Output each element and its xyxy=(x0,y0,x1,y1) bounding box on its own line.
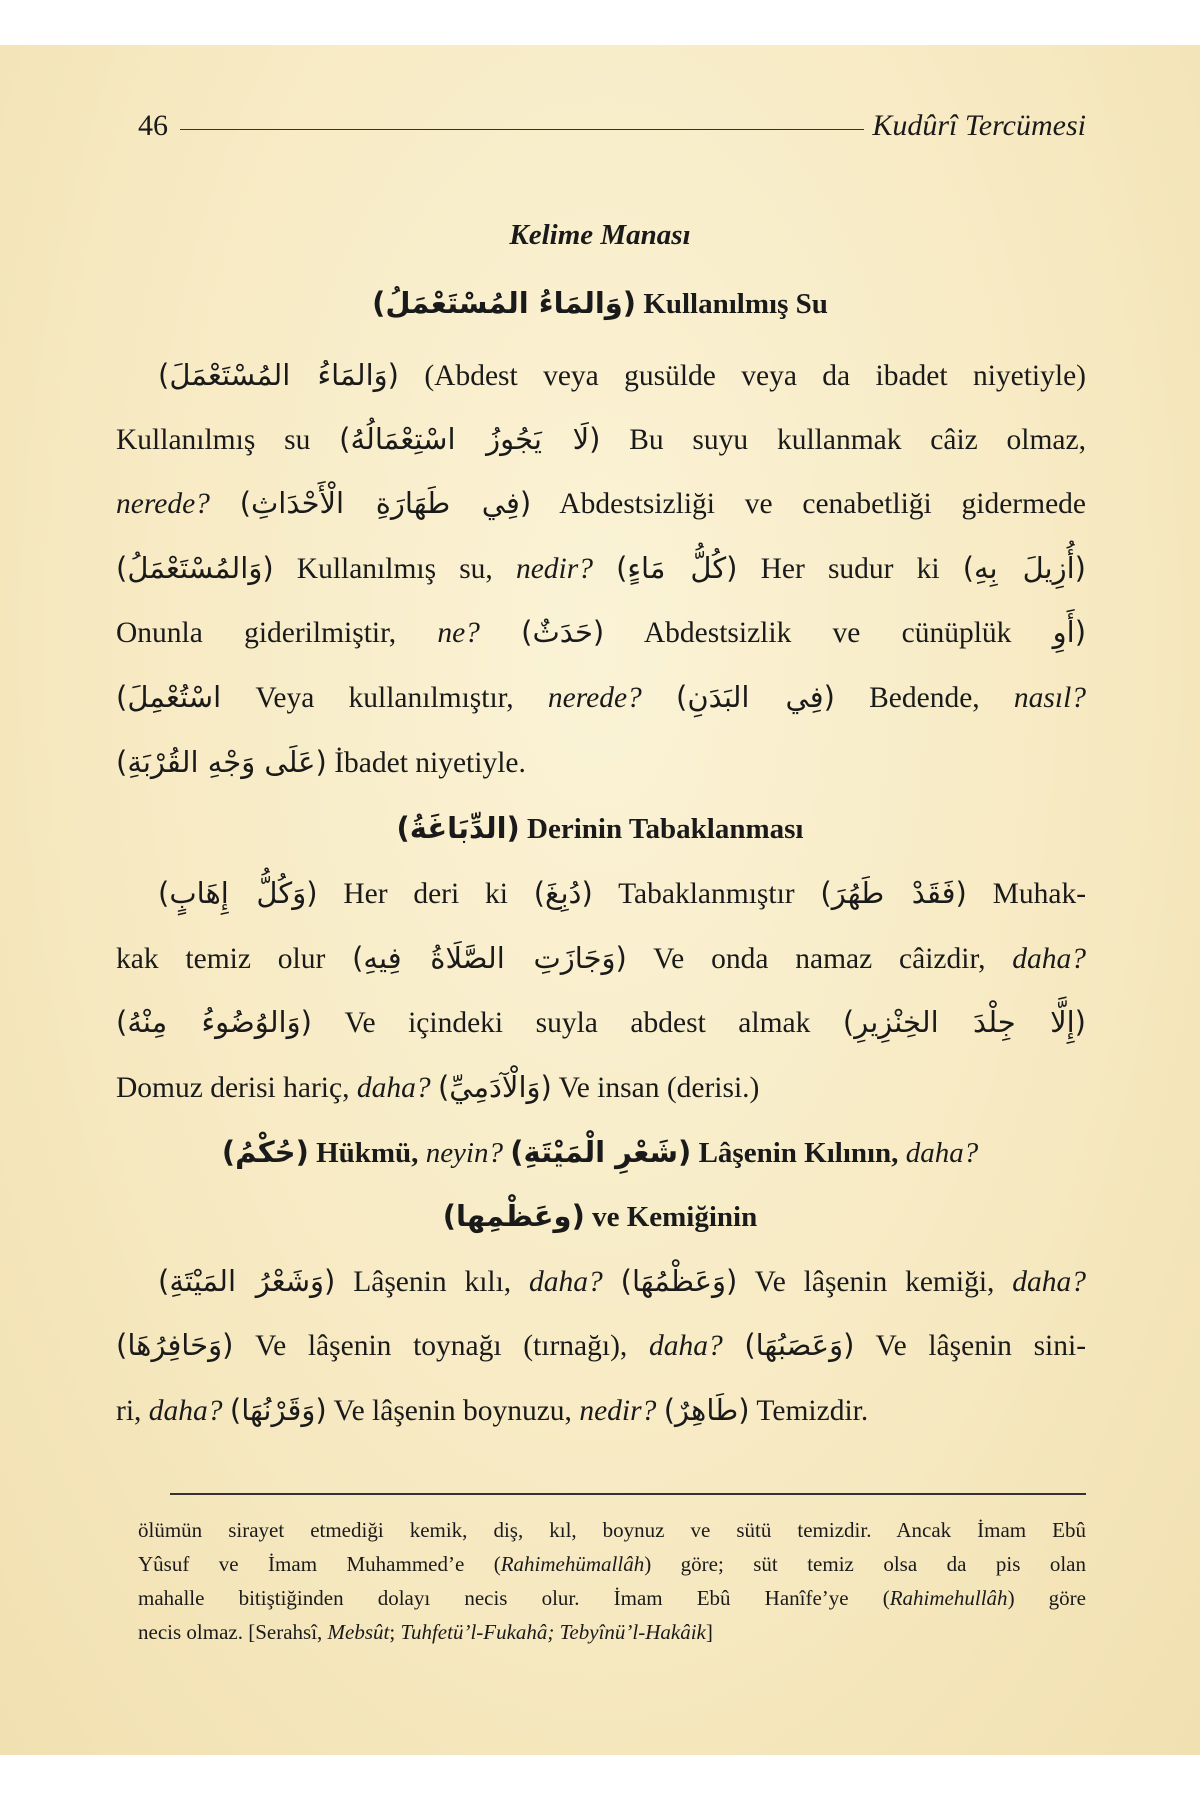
arabic-term: (وَالْآدَمِيِّ) xyxy=(437,1070,552,1104)
text-run: necis olmaz. [Serahsî, xyxy=(138,1620,328,1644)
arabic-term: (وَالمَاءُ المُسْتَعْمَلُ) xyxy=(372,286,637,320)
text-run: Kullanılmış su xyxy=(116,424,311,456)
question-word: ne? xyxy=(437,617,480,649)
text-run: Abdestsizlik ve cünüplük xyxy=(643,617,1012,649)
arabic-term: (وَكُلُّ إِهَابٍ) xyxy=(158,876,318,910)
text-run: Ve onda namaz câizdir, xyxy=(653,943,986,975)
text-line xyxy=(158,871,1086,916)
arabic-term: (حُكْمُ) xyxy=(221,1135,309,1169)
arabic-term: (الدِّبَاغَةُ) xyxy=(396,811,520,845)
question-word: nedir? xyxy=(579,1395,657,1427)
text-run: Lâşenin kılı, xyxy=(353,1266,512,1298)
question-word: daha? xyxy=(356,1072,431,1104)
text-run: Ve içindeki suyla abdest almak xyxy=(344,1007,811,1039)
section-title-kelime-manasi: Kelime Manası xyxy=(509,219,691,251)
question-word: daha? xyxy=(905,1137,979,1169)
italic-run: Tuhfetü’l-Fukahâ; Tebyînü’l-Hakâik xyxy=(400,1620,706,1644)
italic-run: Rahimehullâh xyxy=(889,1586,1008,1610)
text-run: ri, xyxy=(116,1395,142,1427)
text-run: ] xyxy=(705,1620,713,1644)
text-line xyxy=(158,353,1086,398)
arabic-term: (فَقَدْ طَهُرَ) xyxy=(820,876,967,910)
arabic-term: (فِي طَهَارَةِ الْأَحْدَاثِ) xyxy=(239,486,532,520)
text-line xyxy=(116,1388,1086,1433)
italic-run: Rahimehümallâh xyxy=(500,1552,645,1576)
text-line xyxy=(116,546,1086,591)
text-run: Her deri ki xyxy=(343,878,508,910)
arabic-term: (وَالمَاءُ المُسْتَعْمَلَ) xyxy=(158,358,399,392)
text-line xyxy=(116,481,1086,526)
text-line xyxy=(116,417,1086,462)
text-run: Tabaklanmıştır xyxy=(618,878,795,910)
arabic-term: (لَا يَجُوزُ اسْتِعْمَالُهُ) xyxy=(339,422,601,456)
text-run: Veya kullanılmıştır, xyxy=(255,682,514,714)
arabic-term: (دُبِغَ) xyxy=(533,876,593,910)
text-run: Ve lâşenin toynağı (tırnağı), xyxy=(255,1330,628,1362)
arabic-term: (وَالمُسْتَعْمَلُ) xyxy=(116,551,274,585)
arabic-term: (وَالوُضُوءُ مِنْهُ) xyxy=(116,1005,312,1039)
text-line xyxy=(116,1000,1086,1045)
text-run: Ve lâşenin kemiği, xyxy=(754,1266,995,1298)
question-word: daha? xyxy=(1012,943,1087,975)
running-header xyxy=(138,104,1086,148)
question-word: daha? xyxy=(148,1395,223,1427)
text-run: Hükmü, xyxy=(316,1137,419,1169)
arabic-term: (أُزِيلَ بِهِ) xyxy=(962,551,1086,585)
text-run: Ve lâşenin sini- xyxy=(875,1330,1087,1362)
text-run: Lâşenin Kılının, xyxy=(698,1137,899,1169)
question-word: daha? xyxy=(648,1330,723,1362)
text-run: Onunla giderilmiştir, xyxy=(116,617,397,649)
text-line xyxy=(116,740,1086,785)
arabic-term: (وعَظْمِها) xyxy=(442,1199,585,1233)
question-word: nerede? xyxy=(116,488,210,520)
text-line xyxy=(116,675,1086,720)
arabic-term: (إِلَّا جِلْدَ الخِنْزِيرِ) xyxy=(842,1005,1086,1039)
text-run: ) göre; süt temiz olsa da pis olan xyxy=(644,1552,1086,1576)
text-run: Bedende, xyxy=(869,682,980,714)
subheading-derinin-tabaklanmasi xyxy=(100,806,1100,851)
arabic-term: (طَاهِرٌ) xyxy=(663,1393,750,1427)
arabic-term: (كُلُّ مَاءٍ) xyxy=(616,551,738,585)
subheading-kullanilmis-su xyxy=(100,281,1100,326)
subheading-text: Kullanılmış Su xyxy=(643,288,828,320)
text-run: Abdestsizliği ve cenabetliği gidermede xyxy=(559,488,1087,520)
footnote-line: ölümün sirayet etmediği kemik, diş, kıl, boynuz ve sütü temizdir. Ancak İmam Ebû xyxy=(138,1518,1086,1542)
footnote-line xyxy=(138,1615,1086,1649)
text-run: Kullanılmış su, xyxy=(296,553,493,585)
arabic-term: (حَدَثٌ) xyxy=(521,615,605,649)
question-word: daha? xyxy=(529,1266,603,1298)
arabic-term: (أَوِ xyxy=(1052,615,1087,649)
text-line xyxy=(158,1259,1086,1304)
text-line xyxy=(116,610,1086,655)
arabic-term: (وَعَظْمُهَا) xyxy=(620,1264,738,1298)
arabic-term: (فِي البَدَنِ) xyxy=(676,680,835,714)
question-word: nerede? xyxy=(547,682,642,714)
footnote-line xyxy=(138,1581,1086,1615)
text-run: Bu suyu kullanmak câiz olmaz, xyxy=(629,424,1086,456)
text-run: Her sudur ki xyxy=(760,553,940,585)
subheading-hukmu xyxy=(100,1130,1100,1175)
question-word: nasıl? xyxy=(1013,682,1087,714)
text-run: Temizdir. xyxy=(756,1395,869,1427)
arabic-term: (وَجَازَتِ الصَّلَاةُ فِيهِ) xyxy=(352,941,627,975)
text-line xyxy=(116,1065,1086,1110)
text-run: (Abdest veya gusülde veya da ibadet niyetiyle) xyxy=(424,360,1086,392)
text-run: kak temiz olur xyxy=(116,943,326,975)
arabic-term: (وَشَعْرُ المَيْتَةِ) xyxy=(158,1264,336,1298)
text-run: İbadet niyetiyle. xyxy=(334,747,526,779)
footnote-line xyxy=(138,1547,1086,1581)
arabic-term: (عَلَى وَجْهِ القُرْبَةِ) xyxy=(116,745,327,779)
question-word: neyin? xyxy=(425,1137,503,1169)
subheading-kemiginin xyxy=(100,1194,1100,1239)
text-run: Domuz derisi hariç, xyxy=(116,1072,350,1104)
arabic-term: (شَعْرِ الْمَيْتَةِ) xyxy=(510,1135,692,1169)
text-run: ) göre xyxy=(1007,1586,1086,1610)
text-line xyxy=(116,936,1086,981)
subheading-text: Derinin Tabaklanması xyxy=(527,813,804,845)
header-rule xyxy=(180,129,864,130)
arabic-term: اسْتُعْمِلَ) xyxy=(116,680,222,714)
page-number: 46 xyxy=(138,109,168,142)
text-run: Yûsuf ve İmam Muhammed’e ( xyxy=(138,1552,501,1576)
arabic-term: (وَعَصَبُهَا) xyxy=(744,1328,855,1362)
book-title: Kudûrî Tercümesi xyxy=(872,109,1086,142)
italic-run: Mebsût xyxy=(327,1620,390,1644)
text-run: mahalle bitiştiğinden dolayı necis olur. İmam Ebû Hanîfe’ye ( xyxy=(138,1586,890,1610)
text-line xyxy=(116,1323,1086,1368)
text-run: ; xyxy=(389,1620,401,1644)
question-word: daha? xyxy=(1012,1266,1086,1298)
text-run: Ve insan (derisi.) xyxy=(558,1072,760,1104)
arabic-term: (وَقَرْنُهَا) xyxy=(229,1393,327,1427)
arabic-term: (وَحَافِرُهَا) xyxy=(116,1328,234,1362)
footnote-rule xyxy=(170,1493,1086,1495)
question-word: nedir? xyxy=(515,553,593,585)
text-run: ve Kemiğinin xyxy=(592,1201,758,1233)
text-run: Muhak- xyxy=(992,878,1087,910)
text-run: Ve lâşenin boynuzu, xyxy=(333,1395,572,1427)
